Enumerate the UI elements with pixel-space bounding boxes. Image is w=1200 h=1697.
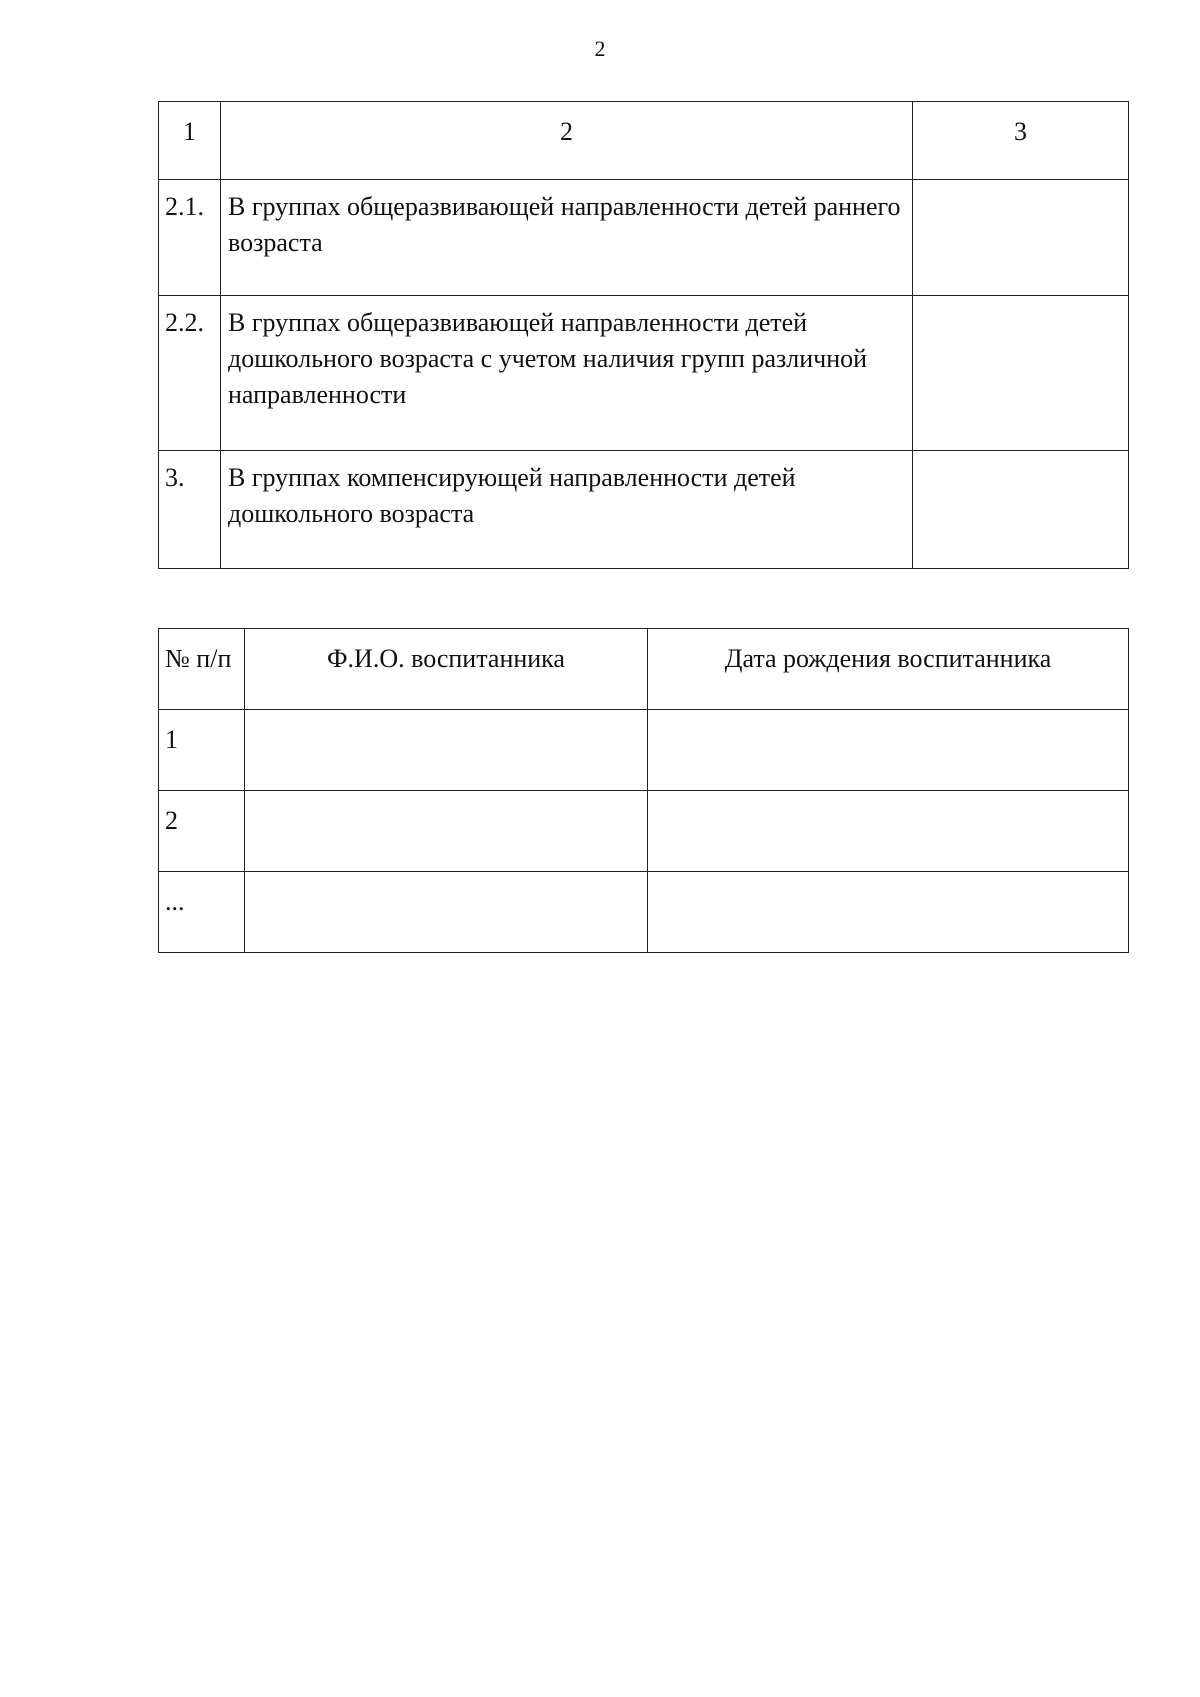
row-description: В группах общеразвивающей направленности детей дошкольного возраста с учетом наличия групп различной направленности bbox=[221, 296, 913, 451]
header-birth-date: Дата рождения воспитанника bbox=[648, 629, 1129, 710]
groups-table bbox=[158, 101, 1129, 569]
row-number: 2.1. bbox=[159, 180, 221, 296]
table-header-row bbox=[159, 629, 1129, 710]
header-cell-3: 3 bbox=[913, 102, 1129, 180]
table-header-row bbox=[159, 102, 1129, 180]
row-number: ... bbox=[159, 872, 245, 953]
header-pupil-name: Ф.И.О. воспитанника bbox=[245, 629, 648, 710]
row-description: В группах общеразвивающей направленности детей раннего возраста bbox=[221, 180, 913, 296]
table-row bbox=[159, 451, 1129, 569]
birth-date-cell[interactable] bbox=[648, 710, 1129, 791]
row-description: В группах компенсирующей направленности детей дошкольного возраста bbox=[221, 451, 913, 569]
row-value-cell[interactable] bbox=[913, 296, 1129, 451]
pupil-name-cell[interactable] bbox=[245, 872, 648, 953]
pupil-name-cell[interactable] bbox=[245, 791, 648, 872]
row-value-cell[interactable] bbox=[913, 451, 1129, 569]
table-row bbox=[159, 710, 1129, 791]
table-row bbox=[159, 872, 1129, 953]
pupil-name-cell[interactable] bbox=[245, 710, 648, 791]
row-value-cell[interactable] bbox=[913, 180, 1129, 296]
birth-date-cell[interactable] bbox=[648, 872, 1129, 953]
row-number: 2 bbox=[159, 791, 245, 872]
pupils-table bbox=[158, 628, 1129, 953]
header-cell-1: 1 bbox=[159, 102, 221, 180]
header-cell-2: 2 bbox=[221, 102, 913, 180]
header-number: № п/п bbox=[159, 629, 245, 710]
table-row bbox=[159, 180, 1129, 296]
table-row bbox=[159, 296, 1129, 451]
birth-date-cell[interactable] bbox=[648, 791, 1129, 872]
row-number: 2.2. bbox=[159, 296, 221, 451]
row-number: 1 bbox=[159, 710, 245, 791]
page-number: 2 bbox=[594, 36, 606, 61]
table-row bbox=[159, 791, 1129, 872]
row-number: 3. bbox=[159, 451, 221, 569]
